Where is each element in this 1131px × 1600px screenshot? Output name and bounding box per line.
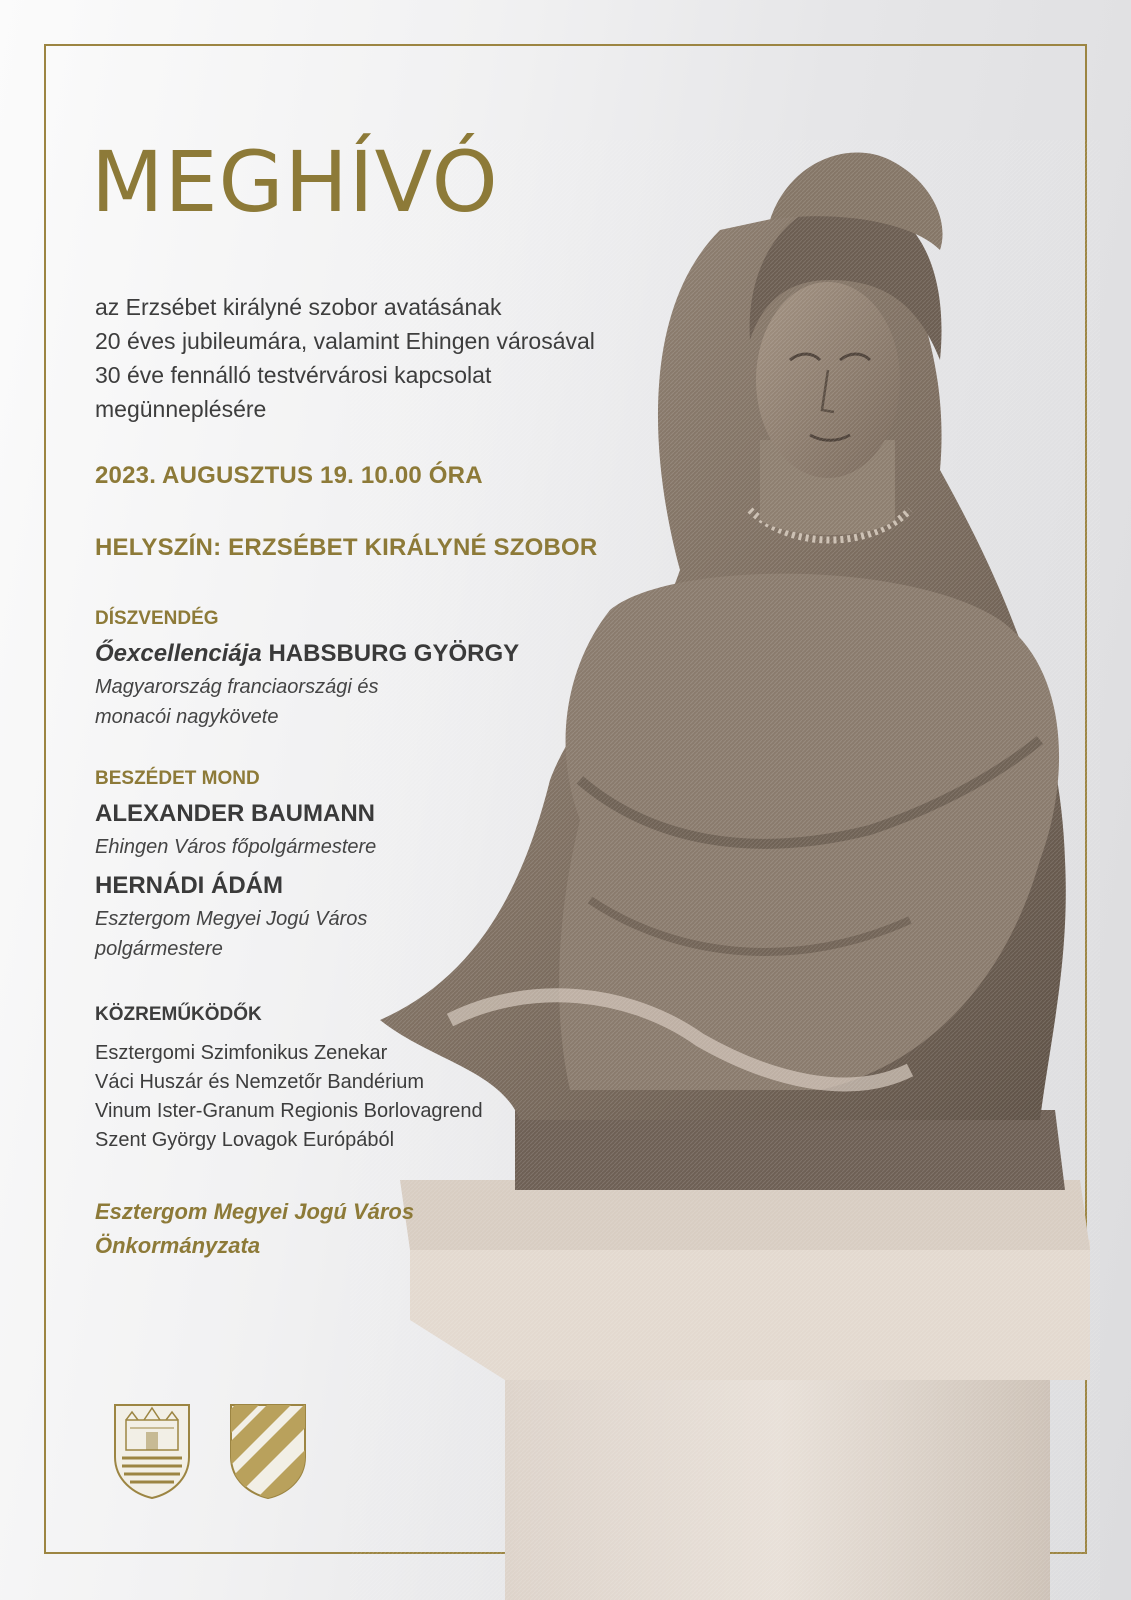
guest-name: HABSBURG GYÖRGY [268, 640, 520, 667]
intro-line: megünneplésére [95, 396, 267, 422]
intro-line: 30 éve fennálló testvérvárosi kapcsolat [95, 362, 492, 388]
guest-honorific: Őexcellenciája [95, 640, 262, 667]
guest-role: monacói nagykövete [95, 706, 279, 728]
guest-heading: DÍSZVENDÉG [95, 608, 219, 629]
ehingen-crest-icon [228, 1402, 308, 1500]
event-datetime: 2023. AUGUSZTUS 19. 10.00 ÓRA [95, 462, 483, 489]
intro-line: az Erzsébet királyné szobor avatásának [95, 294, 502, 320]
guest-role: Magyarország franciaországi és [95, 676, 379, 698]
speaker-name: HERNÁDI ÁDÁM [95, 872, 283, 899]
guest-name-line [95, 640, 655, 668]
intro-line: 20 éves jubileumára, valamint Ehingen városával [95, 328, 595, 354]
guest-section [95, 608, 655, 732]
speakers-section [95, 768, 655, 964]
performer-item: Szent György Lovagok Európából [95, 1129, 395, 1151]
event-location: HELYSZÍN: ERZSÉBET KIRÁLYNÉ SZOBOR [95, 534, 598, 561]
page-title: MEGHÍVÓ [91, 133, 499, 231]
organizer-line: Esztergom Megyei Jogú Város [95, 1199, 415, 1224]
performer-item: Esztergomi Szimfonikus Zenekar [95, 1042, 388, 1064]
performer-item: Váci Huszár és Nemzetőr Bandérium [95, 1071, 425, 1093]
speaker-role: Esztergom Megyei Jogú Város [95, 908, 368, 930]
performers-heading: KÖZREMŰKÖDŐK [95, 1004, 262, 1025]
intro-text [95, 290, 655, 426]
organizer-line: Önkormányzata [95, 1233, 261, 1258]
performer-item: Vinum Ister-Granum Regionis Borlovagrend [95, 1100, 483, 1122]
speaker-role: polgármestere [95, 938, 223, 960]
speaker-name: ALEXANDER BAUMANN [95, 800, 375, 827]
organizer [95, 1195, 655, 1263]
performers-section [95, 1000, 655, 1155]
invitation-content [91, 133, 655, 1263]
speakers-heading: BESZÉDET MOND [95, 768, 260, 789]
esztergom-crest-icon [112, 1402, 192, 1500]
speaker-role: Ehingen Város főpolgármestere [95, 836, 377, 858]
